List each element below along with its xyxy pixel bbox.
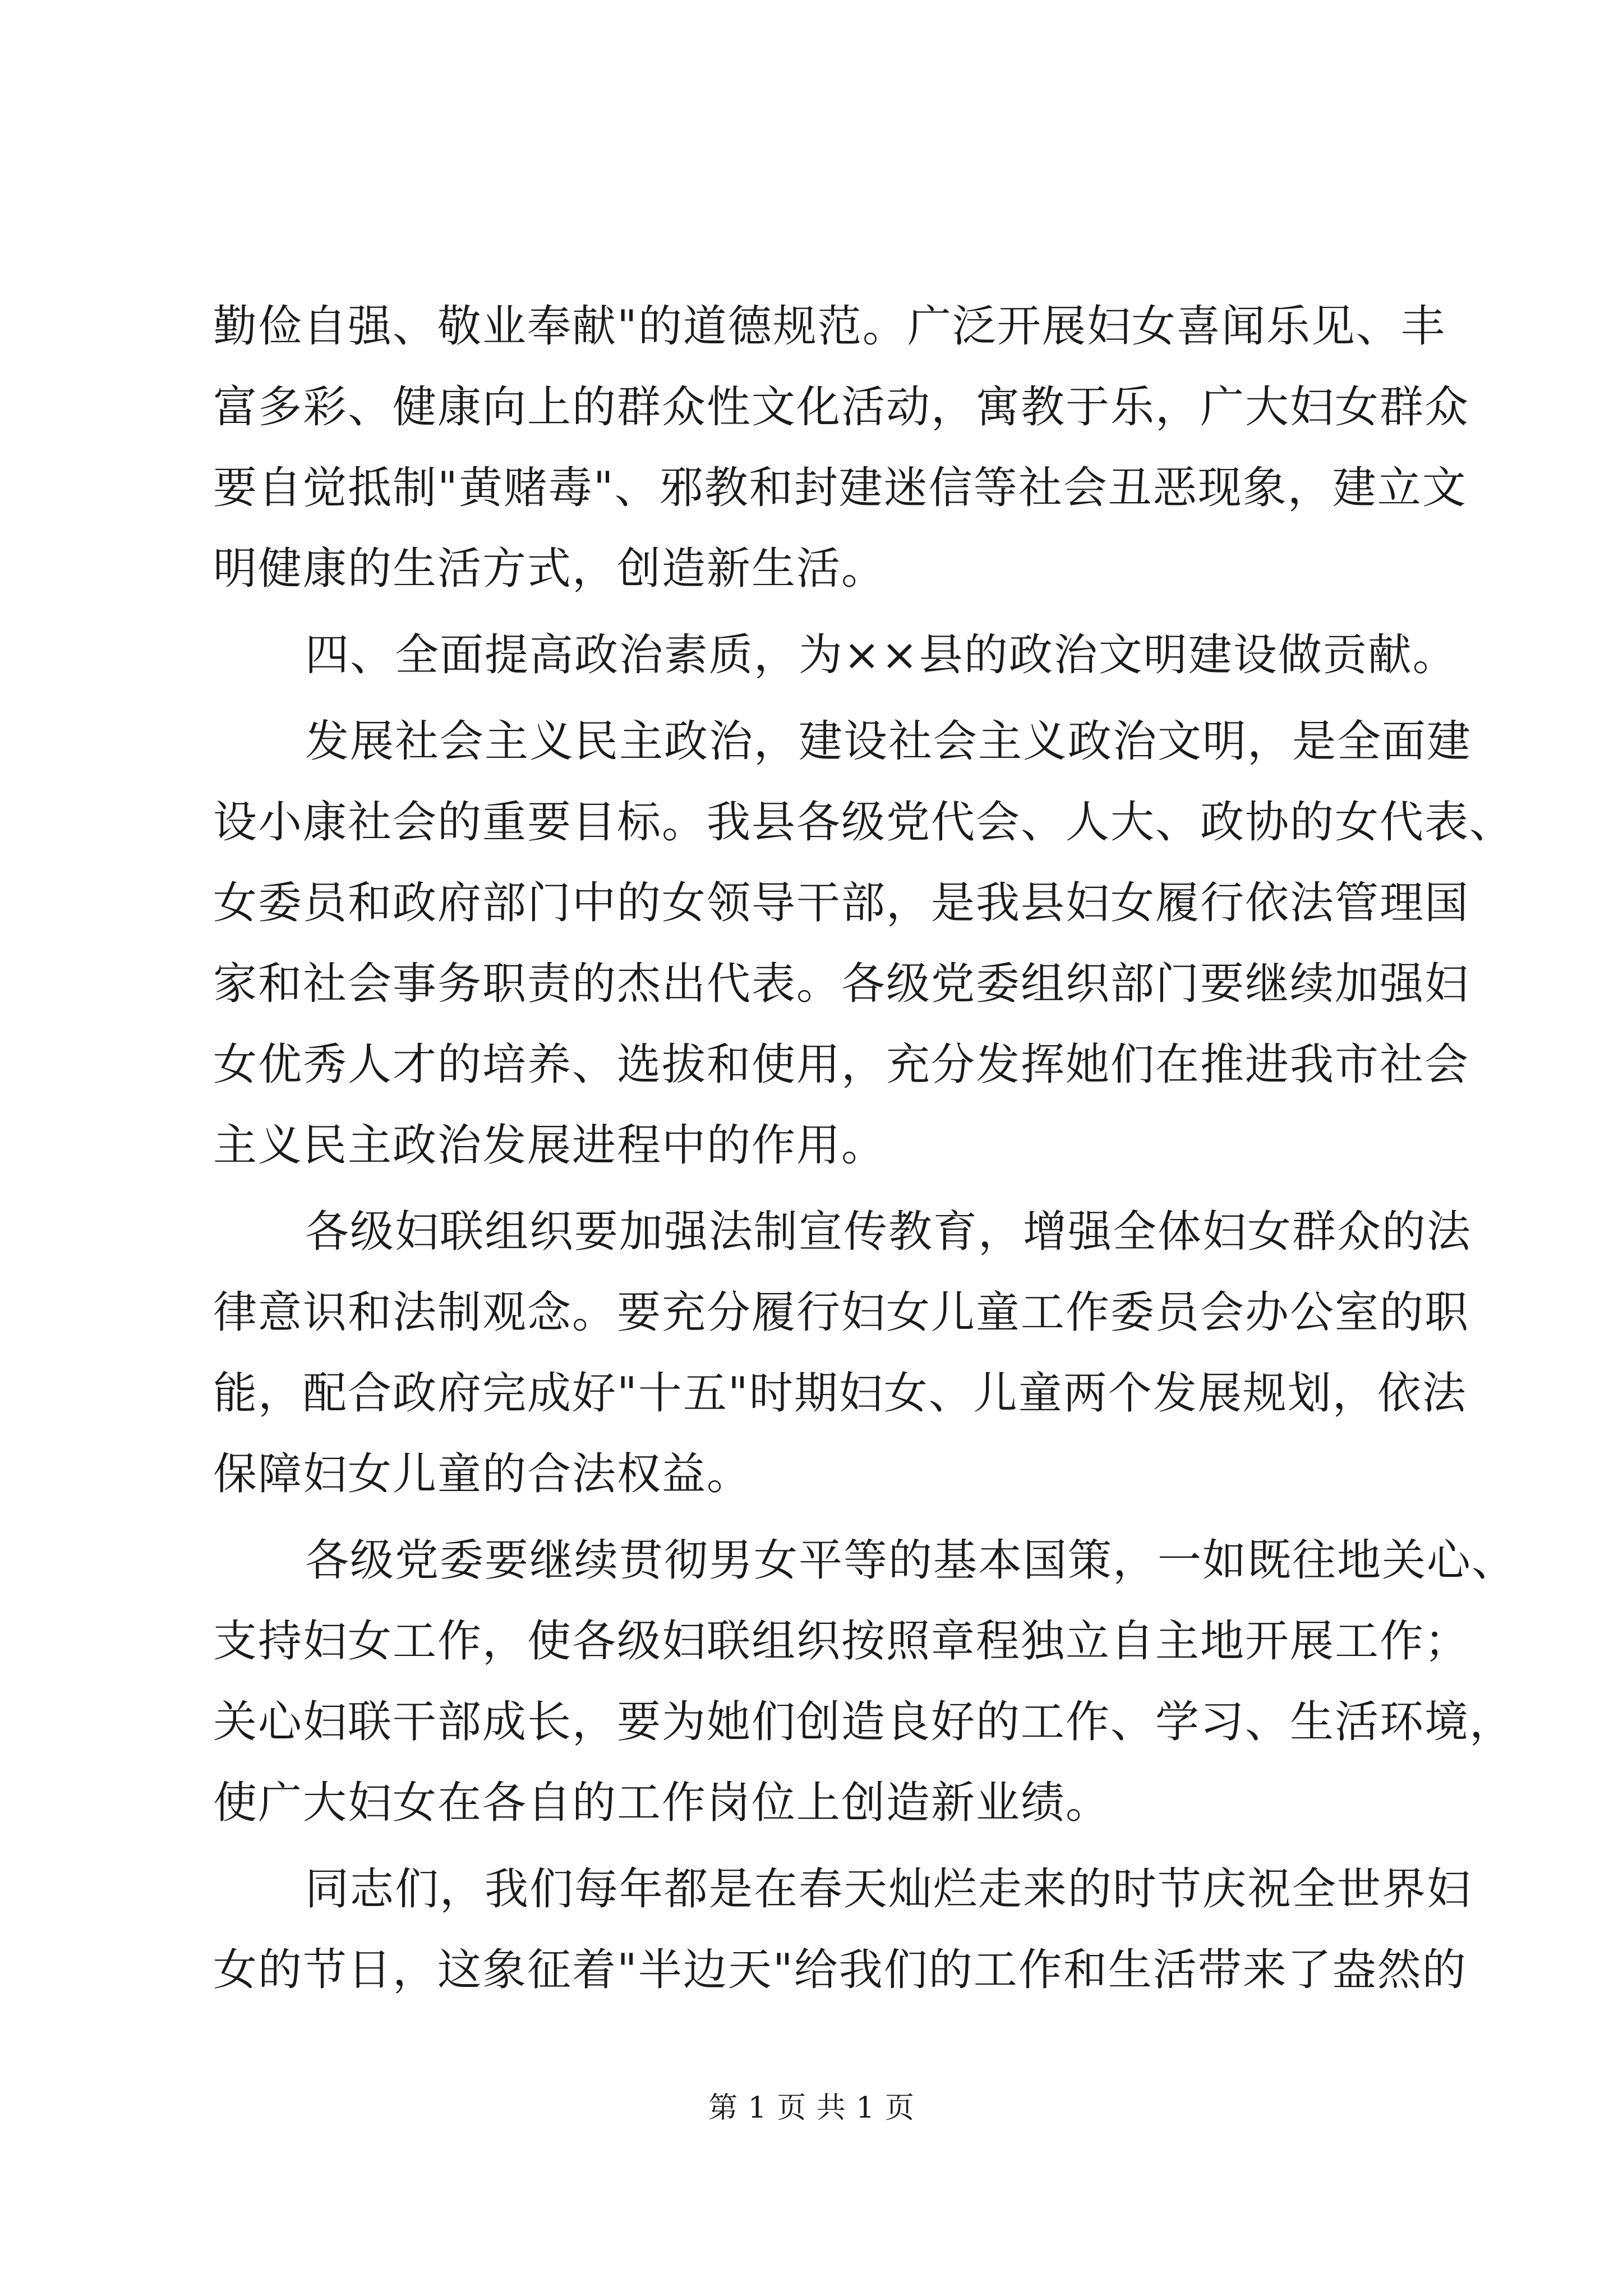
text-line: 保障妇女儿童的合法权益。 xyxy=(213,1449,752,1499)
text-line: 使广大妇女在各自的工作岗位上创造新业绩。 xyxy=(213,1778,1111,1828)
document-body xyxy=(213,286,1517,2010)
paragraph xyxy=(213,1849,1472,2010)
paragraph xyxy=(213,286,1470,609)
section-heading xyxy=(213,615,1458,696)
text-line: 要自觉抵制"黄赌毒"、邪教和封建迷信等社会丑恶现象，建立文 xyxy=(213,463,1467,513)
text-line: 女优秀人才的培养、选拔和使用，充分发挥她们在推进我市社会 xyxy=(213,1039,1470,1090)
text-line: 明健康的生活方式，创造新生活。 xyxy=(213,544,887,594)
text-line: 主义民主政治发展进程中的作用。 xyxy=(213,1120,887,1171)
text-line: 设小康社会的重要目标。我县各级党代会、人大、政协的女代表、 xyxy=(213,797,1515,848)
text-line: 能，配合政府完成好"十五"时期妇女、儿童两个发展规划，依法 xyxy=(213,1368,1467,1419)
text-line: 律意识和法制观念。要充分履行妇女儿童工作委员会办公室的职 xyxy=(213,1287,1470,1338)
text-line: 四、全面提高政治素质，为××县的政治文明建设做贡献。 xyxy=(305,630,1458,680)
paragraph xyxy=(213,701,1515,1186)
text-line: 女的节日，这象征着"半边天"给我们的工作和生活带来了盎然的 xyxy=(213,1945,1467,1995)
paragraph xyxy=(213,1191,1472,1515)
text-line: 支持妇女工作，使各级妇联组织按照章程独立自主地开展工作； xyxy=(213,1616,1470,1667)
text-line: 富多彩、健康向上的群众性文化活动，寓教于乐，广大妇女群众 xyxy=(213,382,1470,432)
text-line: 关心妇联干部成长，要为她们创造良好的工作、学习、生活环境， xyxy=(213,1697,1515,1747)
paragraph xyxy=(213,1520,1517,1843)
text-line: 发展社会主义民主政治，建设社会主义政治文明，是全面建 xyxy=(305,716,1472,767)
text-line: 同志们，我们每年都是在春天灿烂走来的时节庆祝全世界妇 xyxy=(305,1864,1472,1915)
text-line: 各级妇联组织要加强法制宣传教育，增强全体妇女群众的法 xyxy=(305,1207,1472,1257)
page-number-footer: 第 1 页 共 1 页 xyxy=(708,2091,915,2125)
text-line: 女委员和政府部门中的女领导干部，是我县妇女履行依法管理国 xyxy=(213,878,1470,928)
text-line: 勤俭自强、敬业奉献"的道德规范。广泛开展妇女喜闻乐见、丰 xyxy=(213,301,1446,352)
text-line: 各级党委要继续贯彻男女平等的基本国策，一如既往地关心、 xyxy=(305,1535,1517,1586)
text-line: 家和社会事务职责的杰出代表。各级党委组织部门要继续加强妇 xyxy=(213,959,1470,1009)
